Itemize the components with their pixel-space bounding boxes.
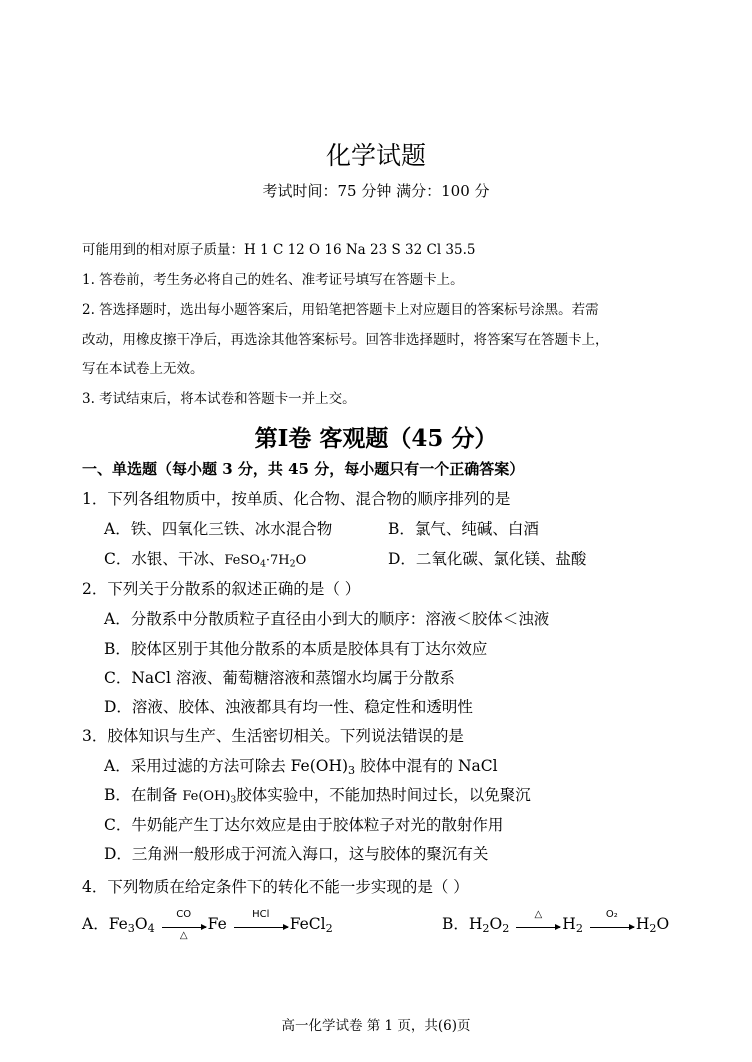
option-label: A． <box>82 915 109 933</box>
question-1-option-b: B．氯气、纯碱、白酒 <box>388 520 539 538</box>
question-3-option-a <box>104 754 498 776</box>
option-label: B． <box>442 915 469 933</box>
option-text: 胶体中混有的 NaCl <box>355 757 498 775</box>
question-2-option-c: C．NaCl 溶液、葡萄糖溶液和蒸馏水均属于分散系 <box>104 669 455 687</box>
question-4-option-a <box>82 908 333 941</box>
formula-part: H <box>562 915 576 933</box>
arrow-condition: O₂ <box>605 908 618 920</box>
option-text: A．采用过滤的方法可除去 Fe(OH) <box>104 757 349 775</box>
question-4-option-b <box>442 908 670 935</box>
formula-part: Fe <box>207 915 227 933</box>
formula-part: FeSO <box>224 553 260 568</box>
formula-sub: 2 <box>289 558 296 570</box>
formula-sub: 2 <box>482 921 490 935</box>
note-3: 3. 考试结束后，将本试卷和答题卡一并上交。 <box>82 391 356 407</box>
note-1: 1. 答卷前，考生务必将自己的姓名、准考证号填写在答题卡上。 <box>82 272 464 288</box>
page-footer: 高一化学试卷 第 1 页，共(6)页 <box>281 1018 471 1034</box>
option-text: B．在制备 <box>104 786 183 804</box>
question-2-option-d: D．溶液、胶体、浊液都具有均一性、稳定性和透明性 <box>104 698 473 716</box>
formula-sub: 4 <box>259 558 266 570</box>
atomic-masses: 可能用到的相对原子质量：H 1 C 12 O 16 Na 23 S 32 Cl 35.5 <box>82 242 476 258</box>
page-title: 化学试题 <box>325 141 426 170</box>
formula <box>224 553 306 568</box>
question-3-option-d: D．三角洲一般形成于河流入海口，这与胶体的聚沉有关 <box>104 845 489 863</box>
arrow-condition: CO <box>176 908 192 920</box>
question-3-option-c: C．牛奶能产生丁达尔效应是由于胶体粒子对光的散射作用 <box>104 816 504 834</box>
formula-sub: 4 <box>147 921 155 935</box>
arrow-line <box>162 927 206 928</box>
arrow-line <box>590 927 634 928</box>
note-2-line-2: 改动，用橡皮擦干净后，再选涂其他答案标号。回答非选择题时，将答案写在答题卡上， <box>82 332 609 348</box>
exam-info: 考试时间：75 分钟 满分：100 分 <box>262 182 490 200</box>
arrow-condition: △ <box>534 908 543 920</box>
formula-sub: 2 <box>575 921 583 935</box>
note-2-line-3: 写在本试卷上无效。 <box>82 361 204 377</box>
formula-sub: 2 <box>325 921 333 935</box>
arrow-line <box>234 927 288 928</box>
reaction-arrow <box>516 908 560 928</box>
arrow-condition: △ <box>179 929 188 941</box>
question-2-option-b: B．胶体区别于其他分散系的本质是胶体具有丁达尔效应 <box>104 640 488 658</box>
reaction-arrow <box>162 908 206 941</box>
formula-sub: 3 <box>127 921 135 935</box>
option-text: 胶体实验中，不能加热时间过长，以免聚沉 <box>236 786 531 804</box>
formula-sub: 3 <box>230 795 237 806</box>
formula-part: Fe(OH) <box>182 789 231 804</box>
formula-part: Fe <box>108 915 128 933</box>
formula-part: H <box>468 915 483 933</box>
question-2-option-a: A．分散系中分散质粒子直径由小到大的顺序：溶液＜胶体＜浊液 <box>104 610 550 628</box>
question-1-option-c <box>104 547 306 569</box>
option-c-text: C．水银、干冰、 <box>104 550 225 568</box>
formula-part: O <box>489 915 503 933</box>
reaction-arrow <box>590 908 634 928</box>
question-1-option-a: A．铁、四氧化三铁、冰水混合物 <box>104 520 333 538</box>
question-4-stem: 4．下列物质在给定条件下的转化不能一步实现的是（ ） <box>82 878 469 896</box>
note-2-line-1: 2. 答选择题时，选出每小题答案后，用铅笔把答题卡上对应题目的答案标号涂黑。若需 <box>82 302 599 318</box>
question-3-option-b <box>104 783 531 805</box>
formula-part: O <box>656 915 670 933</box>
reaction-arrow <box>234 908 288 928</box>
question-2-stem: 2．下列关于分散系的叙述正确的是（ ） <box>82 580 361 598</box>
formula-sub: 2 <box>502 921 510 935</box>
formula-part: ·7H <box>265 553 290 568</box>
formula-part: H <box>635 915 650 933</box>
question-1-stem: 1．下列各组物质中，按单质、化合物、混合物的顺序排列的是 <box>82 490 511 508</box>
arrow-line <box>516 927 560 928</box>
question-3-stem: 3．胶体知识与生产、生活密切相关。下列说法错误的是 <box>82 727 464 745</box>
formula-part: O <box>295 553 307 568</box>
section-title: 第Ⅰ卷 客观题（45 分） <box>254 425 498 452</box>
arrow-condition: HCl <box>252 908 270 920</box>
formula-part: FeCl <box>289 915 326 933</box>
formula-sub: 2 <box>649 921 657 935</box>
formula-part: O <box>134 915 148 933</box>
section-heading: 一、单选题（每小题 3 分，共 45 分，每小题只有一个正确答案） <box>82 460 525 478</box>
formula-sub: 3 <box>348 763 356 777</box>
question-1-option-d: D．二氧化碳、氯化镁、盐酸 <box>388 550 587 568</box>
